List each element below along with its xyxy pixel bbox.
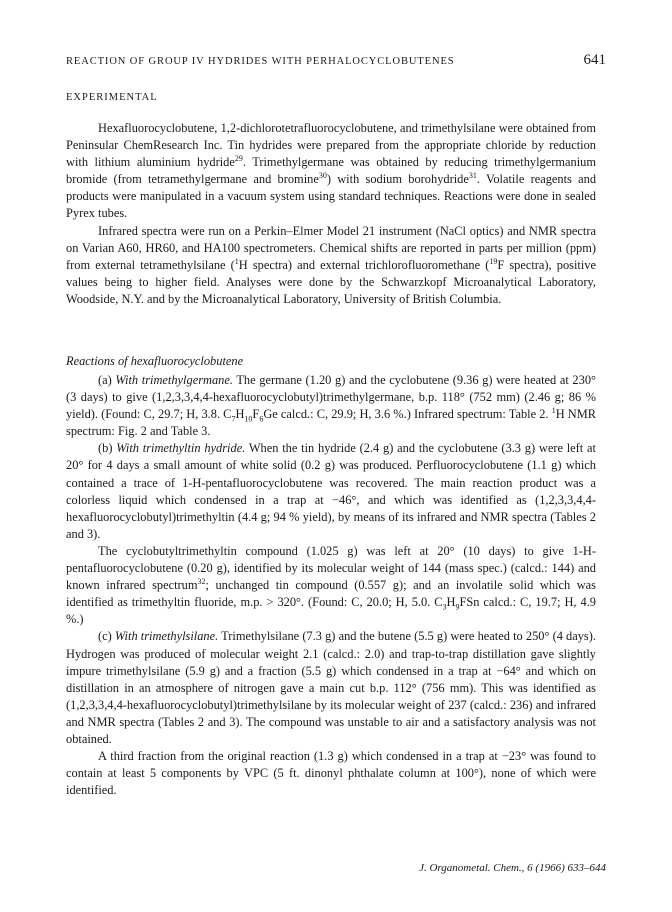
journal-citation: J. Organometal. Chem., 6 (1966) 633–644 bbox=[419, 862, 606, 874]
page-number: 641 bbox=[583, 52, 606, 68]
paragraph-instruments: Infrared spectra were run on a Perkin–Elmer Model 21 instrument (NaCl optics) and NMR spectra on Varian A60, HR60, and HA100 spectrometers. Chemical shifts are reported in parts per million (ppm) from external tetramethylsilane ($^1$H spectra) and external trichlorofluoromethane ($^{19}$F spectra), positive values being to higher field. Analyses were done by the Schwarzkopf Microanalytical Laboratory, Woodside, N.Y. and by the Microanalytical Laboratory, University of British Columbia. bbox=[66, 223, 597, 306]
paragraph-third-fraction: A third fraction from the original reaction (1.3 g) which condensed in a trap at −23° was found to contain at least 5 components by VPC (5 ft. dinonyl phthalate column at 100°), none of which were identified. bbox=[66, 749, 596, 798]
subsection-heading: Reactions of hexafluorocyclobutene bbox=[66, 354, 244, 368]
intro-block bbox=[66, 120, 596, 308]
paragraph-germane: (a) With trimethylgermane. The germane (1.20 g) and the cyclobutene (9.36 g) were heated at 230° (3 days) to give (1,2,3,3,4,4-hexafluorocyclobutyl)trimethylgermane, b.p. 118° (752 mm) (2.46 g; 86 % yield). (Found: C, 29.7; H, 3.8. $C_7H_{10}F_6Ge$ calcd.: C, 29.9; H, 3.6 %.) Infrared spectrum: Table 2. $^1$H NMR spectrum: Fig. 2 and Table 3. bbox=[66, 373, 597, 439]
page-header bbox=[66, 52, 606, 69]
paragraph-tin-decomposition: The cyclobutyltrimethyltin compound (1.025 g) was left at 20° (10 days) to give 1-H-pentafluorocyclobutene (0.20 g), identified by its molecular weight of 144 (mass spec.) (calcd.: 144) and known infrared spectrum$^{32}$; unchanged tin compound (0.557 g); and an involatile solid which was identified as trimethyltin fluoride, m.p. > 320°. (Found: C, 20.0; H, 5.0. $C_3H_9FSn$ calcd.: C, 19.7; H, 4.9 %.) bbox=[66, 543, 596, 627]
reactions-block bbox=[66, 372, 596, 799]
section-heading: EXPERIMENTAL bbox=[66, 92, 158, 103]
paragraph-tin-hydride: (b) With trimethyltin hydride. When the tin hydride (2.4 g) and the cyclobutene (3.3 g) were left at 20° for 4 days a small amount of white solid (0.2 g) was produced. Perfluorocyclobutene (1.1 g) which contained a trace of 1-H-pentafluorocyclobutene was recovered. The main reaction product was a colorless liquid which condensed in a trap at −46°, and which was identified as (1,2,3,3,4,4-hexafluorocyclobutyl)trimethyltin (4.4 g; 94 % yield), by means of its infrared and NMR spectra (Tables 2 and 3). bbox=[66, 441, 596, 541]
running-head: REACTION OF GROUP IV HYDRIDES WITH PERHALOCYCLOBUTENES bbox=[66, 56, 455, 67]
paragraph-materials: Hexafluorocyclobutene, 1,2-dichlorotetrafluorocyclobutene, and trimethylsilane were obtained from Peninsular ChemResearch Inc. Tin hydrides were prepared from the appropriate chloride by reduction with lithium aluminium hydride$^{29}$. Trimethylgermane was obtained by reducing trimethylgermanium bromide (from tetramethylgermane and bromine$^{30}$) with sodium borohydride$^{31}$. Volatile reagents and products were manipulated in a vacuum system using standard techniques. Reactions were done in sealed Pyrex tubes. bbox=[66, 121, 597, 221]
paragraph-silane: (c) With trimethylsilane. Trimethylsilane (7.3 g) and the butene (5.5 g) were heated to 250° (4 days). Hydrogen was produced of molecular weight 2.1 (calcd.: 2.0) and trap-to-trap distillation gave slightly impure trimethylsilane (5.9 g) and a fraction (5.5 g) which condensed in a trap at −64° and which on distillation in an atmosphere of nitrogen gave a main cut b.p. 112° (756 mm). This was identified as (1,2,3,3,4,4-hexafluorocyclobutyl)trimethylsilane by its molecular weight of 237 (calcd.: 236) and infrared and NMR spectra (Tables 2 and 3). The compound was unstable to air and a satisfactory analysis was not obtained. bbox=[66, 629, 596, 746]
